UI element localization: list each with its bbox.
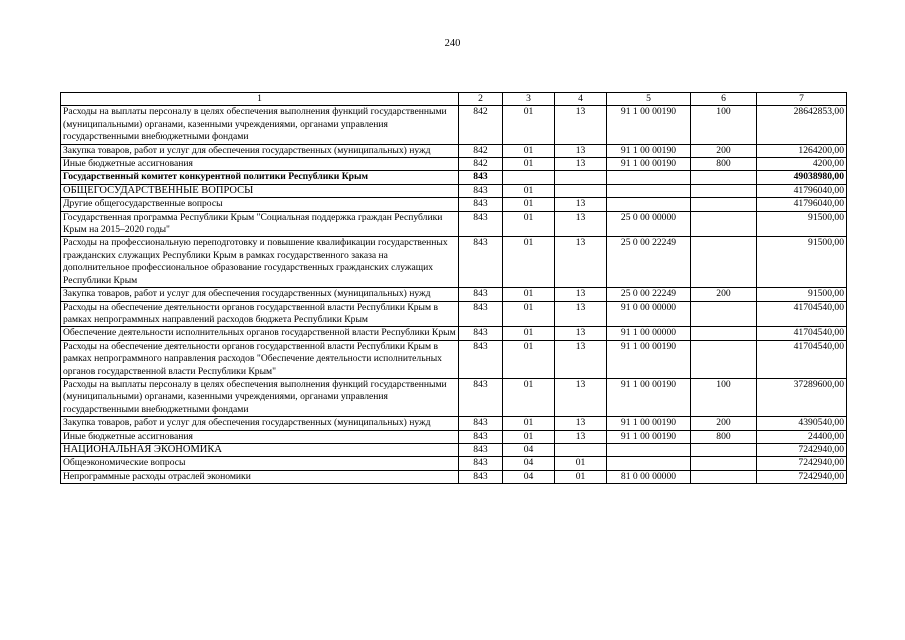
section-code: 01 — [503, 378, 555, 416]
ministry-code: 843 — [459, 417, 503, 430]
column-number-row — [61, 93, 847, 106]
expense-type-code — [691, 301, 757, 327]
amount-value: 41796040,00 — [757, 184, 847, 197]
item-name: Непрограммные расходы отраслей экономики — [61, 470, 459, 483]
item-name: Закупка товаров, работ и услуг для обеспечения государственных (муниципальных) нужд — [61, 288, 459, 301]
target-article-code: 81 0 00 00000 — [607, 470, 691, 483]
table-row — [61, 340, 847, 378]
amount-value: 91500,00 — [757, 211, 847, 237]
subsection-code: 13 — [555, 327, 607, 340]
expense-type-code — [691, 443, 757, 456]
table-row — [61, 378, 847, 416]
item-name: Закупка товаров, работ и услуг для обеспечения государственных (муниципальных) нужд — [61, 144, 459, 157]
amount-value: 1264200,00 — [757, 144, 847, 157]
amount-value: 7242940,00 — [757, 443, 847, 456]
target-article-code: 91 1 00 00190 — [607, 417, 691, 430]
section-code: 04 — [503, 470, 555, 483]
target-article-code: 25 0 00 22249 — [607, 288, 691, 301]
section-code: 01 — [503, 430, 555, 443]
amount-value: 24400,00 — [757, 430, 847, 443]
target-article-code: 91 1 00 00190 — [607, 430, 691, 443]
target-article-code: 91 1 00 00190 — [607, 144, 691, 157]
column-header: 6 — [691, 93, 757, 106]
expense-type-code: 200 — [691, 417, 757, 430]
item-name: Расходы на выплаты персоналу в целях обеспечения выполнения функций государственными (муниципальными) органами, казенными учреждениями, органами управления государственными внебюджетными фондами — [61, 106, 459, 144]
subsection-code: 13 — [555, 288, 607, 301]
item-name: Государственная программа Республики Крым "Социальная поддержка граждан Республики Крым на 2015–2020 годы" — [61, 211, 459, 237]
ministry-code: 843 — [459, 198, 503, 211]
section-code: 01 — [503, 417, 555, 430]
amount-value: 37289600,00 — [757, 378, 847, 416]
ministry-code: 843 — [459, 184, 503, 197]
column-header: 7 — [757, 93, 847, 106]
ministry-code: 843 — [459, 378, 503, 416]
table-row — [61, 184, 847, 197]
column-header: 5 — [607, 93, 691, 106]
table-row — [61, 171, 847, 184]
expense-type-code — [691, 171, 757, 184]
amount-value: 91500,00 — [757, 288, 847, 301]
amount-value: 4200,00 — [757, 158, 847, 171]
expense-type-code: 100 — [691, 106, 757, 144]
item-name: Расходы на профессиональную переподготовку и повышение квалификации государственных гражданских служащих Республики Крым в рамках государственного заказа на дополнительное профессиональное образование государственных гражданских служащих Республики Крым — [61, 237, 459, 288]
ministry-code: 843 — [459, 237, 503, 288]
section-code: 01 — [503, 340, 555, 378]
budget-table — [60, 92, 847, 484]
item-name: Иные бюджетные ассигнования — [61, 158, 459, 171]
target-article-code: 91 1 00 00190 — [607, 158, 691, 171]
page-number: 240 — [444, 38, 461, 49]
ministry-code: 843 — [459, 470, 503, 483]
target-article-code: 91 1 00 00000 — [607, 327, 691, 340]
subsection-code — [555, 443, 607, 456]
target-article-code — [607, 171, 691, 184]
subsection-code — [555, 184, 607, 197]
ministry-code: 842 — [459, 144, 503, 157]
item-name: Расходы на выплаты персоналу в целях обеспечения выполнения функций государственными (муниципальными) органами, казенными учреждениями, органами управления государственными внебюджетными фондами — [61, 378, 459, 416]
item-name: Государственный комитет конкурентной политики Республики Крым — [61, 171, 459, 184]
section-code: 01 — [503, 158, 555, 171]
subsection-code — [555, 171, 607, 184]
section-code: 01 — [503, 106, 555, 144]
expense-type-code — [691, 198, 757, 211]
section-code: 01 — [503, 237, 555, 288]
amount-value: 41704540,00 — [757, 327, 847, 340]
expense-type-code — [691, 211, 757, 237]
subsection-code: 13 — [555, 340, 607, 378]
ministry-code: 843 — [459, 443, 503, 456]
section-code: 01 — [503, 288, 555, 301]
target-article-code — [607, 457, 691, 470]
subsection-code: 01 — [555, 457, 607, 470]
column-header: 3 — [503, 93, 555, 106]
subsection-code: 13 — [555, 198, 607, 211]
ministry-code: 843 — [459, 301, 503, 327]
expense-type-code: 100 — [691, 378, 757, 416]
expense-type-code: 800 — [691, 158, 757, 171]
section-code: 01 — [503, 327, 555, 340]
amount-value: 41796040,00 — [757, 198, 847, 211]
amount-value: 41704540,00 — [757, 301, 847, 327]
column-header: 1 — [61, 93, 459, 106]
item-name: Иные бюджетные ассигнования — [61, 430, 459, 443]
subsection-code: 01 — [555, 470, 607, 483]
table-row — [61, 106, 847, 144]
section-code: 01 — [503, 184, 555, 197]
expense-type-code — [691, 457, 757, 470]
target-article-code: 25 0 00 22249 — [607, 237, 691, 288]
subsection-code: 13 — [555, 237, 607, 288]
item-name: Обеспечение деятельности исполнительных органов государственной власти Республики Крым — [61, 327, 459, 340]
table-row — [61, 457, 847, 470]
target-article-code — [607, 184, 691, 197]
table-row — [61, 144, 847, 157]
expense-type-code — [691, 184, 757, 197]
ministry-code: 843 — [459, 327, 503, 340]
subsection-code: 13 — [555, 211, 607, 237]
section-code: 04 — [503, 457, 555, 470]
amount-value: 91500,00 — [757, 237, 847, 288]
target-article-code: 91 1 00 00190 — [607, 340, 691, 378]
subsection-code: 13 — [555, 158, 607, 171]
expense-type-code — [691, 340, 757, 378]
subsection-code: 13 — [555, 301, 607, 327]
table-row — [61, 288, 847, 301]
item-name: Расходы на обеспечение деятельности органов государственной власти Республики Крым в рамках непрограммных направлений расходов бюджета Республики Крым — [61, 301, 459, 327]
amount-value: 28642853,00 — [757, 106, 847, 144]
section-code: 01 — [503, 144, 555, 157]
table-row — [61, 470, 847, 483]
target-article-code — [607, 443, 691, 456]
section-code: 01 — [503, 211, 555, 237]
subsection-code: 13 — [555, 378, 607, 416]
subsection-code: 13 — [555, 417, 607, 430]
expense-type-code: 800 — [691, 430, 757, 443]
section-code: 01 — [503, 198, 555, 211]
item-name: ОБЩЕГОСУДАРСТВЕННЫЕ ВОПРОСЫ — [61, 184, 459, 197]
item-name: Закупка товаров, работ и услуг для обеспечения государственных (муниципальных) нужд — [61, 417, 459, 430]
ministry-code: 842 — [459, 158, 503, 171]
ministry-code: 843 — [459, 171, 503, 184]
ministry-code: 842 — [459, 106, 503, 144]
item-name: Другие общегосударственные вопросы — [61, 198, 459, 211]
section-code: 01 — [503, 301, 555, 327]
expense-type-code: 200 — [691, 288, 757, 301]
target-article-code: 91 1 00 00190 — [607, 378, 691, 416]
amount-value: 7242940,00 — [757, 470, 847, 483]
ministry-code: 843 — [459, 340, 503, 378]
column-header: 2 — [459, 93, 503, 106]
item-name: Расходы на обеспечение деятельности органов государственной власти Республики Крым в рамках непрограммного направления расходов "Обеспечение деятельности исполнительных органов государственной власти Республики Крым" — [61, 340, 459, 378]
table-row — [61, 417, 847, 430]
target-article-code: 91 0 00 00000 — [607, 301, 691, 327]
table-row — [61, 301, 847, 327]
ministry-code: 843 — [459, 430, 503, 443]
table-row — [61, 198, 847, 211]
subsection-code: 13 — [555, 106, 607, 144]
table-row — [61, 158, 847, 171]
ministry-code: 843 — [459, 211, 503, 237]
table-row — [61, 211, 847, 237]
section-code — [503, 171, 555, 184]
subsection-code: 13 — [555, 430, 607, 443]
expense-type-code: 200 — [691, 144, 757, 157]
column-header: 4 — [555, 93, 607, 106]
table-row — [61, 237, 847, 288]
item-name: Общеэкономические вопросы — [61, 457, 459, 470]
table-row — [61, 443, 847, 456]
table-row — [61, 327, 847, 340]
amount-value: 7242940,00 — [757, 457, 847, 470]
target-article-code: 25 0 00 00000 — [607, 211, 691, 237]
table-row — [61, 430, 847, 443]
amount-value: 4390540,00 — [757, 417, 847, 430]
expense-type-code — [691, 327, 757, 340]
amount-value: 49038980,00 — [757, 171, 847, 184]
section-code: 04 — [503, 443, 555, 456]
target-article-code: 91 1 00 00190 — [607, 106, 691, 144]
item-name: НАЦИОНАЛЬНАЯ ЭКОНОМИКА — [61, 443, 459, 456]
ministry-code: 843 — [459, 288, 503, 301]
subsection-code: 13 — [555, 144, 607, 157]
expense-type-code — [691, 470, 757, 483]
ministry-code: 843 — [459, 457, 503, 470]
target-article-code — [607, 198, 691, 211]
amount-value: 41704540,00 — [757, 340, 847, 378]
expense-type-code — [691, 237, 757, 288]
